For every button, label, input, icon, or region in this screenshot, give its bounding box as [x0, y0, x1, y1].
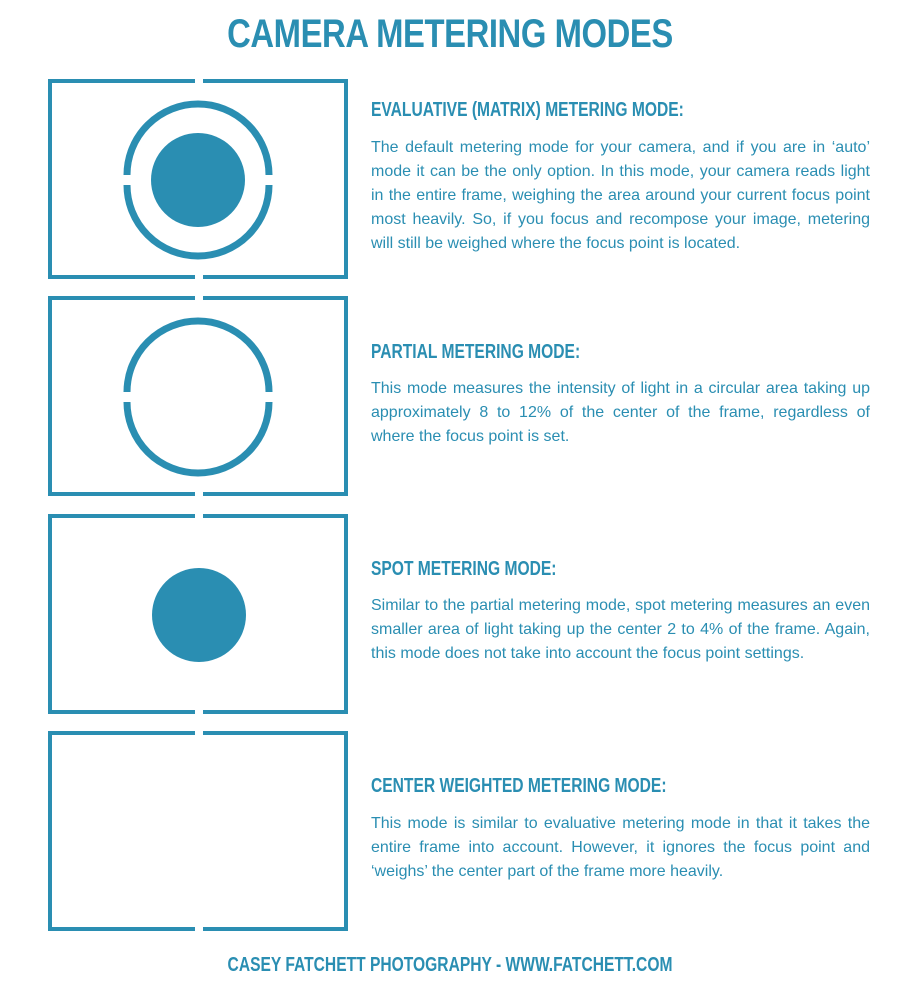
center-weighted-mode-description: This mode is similar to evaluative metering mode in that it takes the entire frame into account. However, it ignores the focus point and ‘weighs’ the center part of the frame more heavily. [371, 815, 870, 880]
footer-credit: CASEY FATCHETT PHOTOGRAPHY - WWW.FATCHETT.COM [227, 954, 673, 976]
spot-mode-description: Similar to the partial metering mode, spot metering measures an even smaller area of light taking up the center 2 to 4% of the frame. Again, this mode does not take into account the focus point settings. [371, 597, 870, 662]
partial-metering-icon [48, 296, 350, 498]
evaluative-mode-description: The default metering mode for your camera, and if you are in ‘auto’ mode it can be the only option. In this mode, your camera reads light in the entire frame, weighing the area around your current focus point most heavily. So, if you focus and recompose your image, metering will still be weighed where the focus point is located. [371, 139, 870, 252]
partial-mode-description: This mode measures the intensity of light in a circular area taking up approximately 8 to 12% of the center of the frame, regardless of where the focus point is set. [371, 380, 870, 445]
page-title: CAMERA METERING MODES [227, 12, 673, 56]
spot-metering-icon [48, 514, 350, 716]
partial-mode-heading: PARTIAL METERING MODE: [371, 341, 581, 363]
spot-mode-heading: SPOT METERING MODE: [371, 558, 557, 580]
evaluative-metering-icon [48, 79, 350, 281]
center-weighted-metering-icon [48, 731, 350, 933]
center-weighted-mode-heading: CENTER WEIGHTED METERING MODE: [371, 775, 667, 797]
evaluative-mode-heading: EVALUATIVE (MATRIX) METERING MODE: [371, 99, 684, 121]
